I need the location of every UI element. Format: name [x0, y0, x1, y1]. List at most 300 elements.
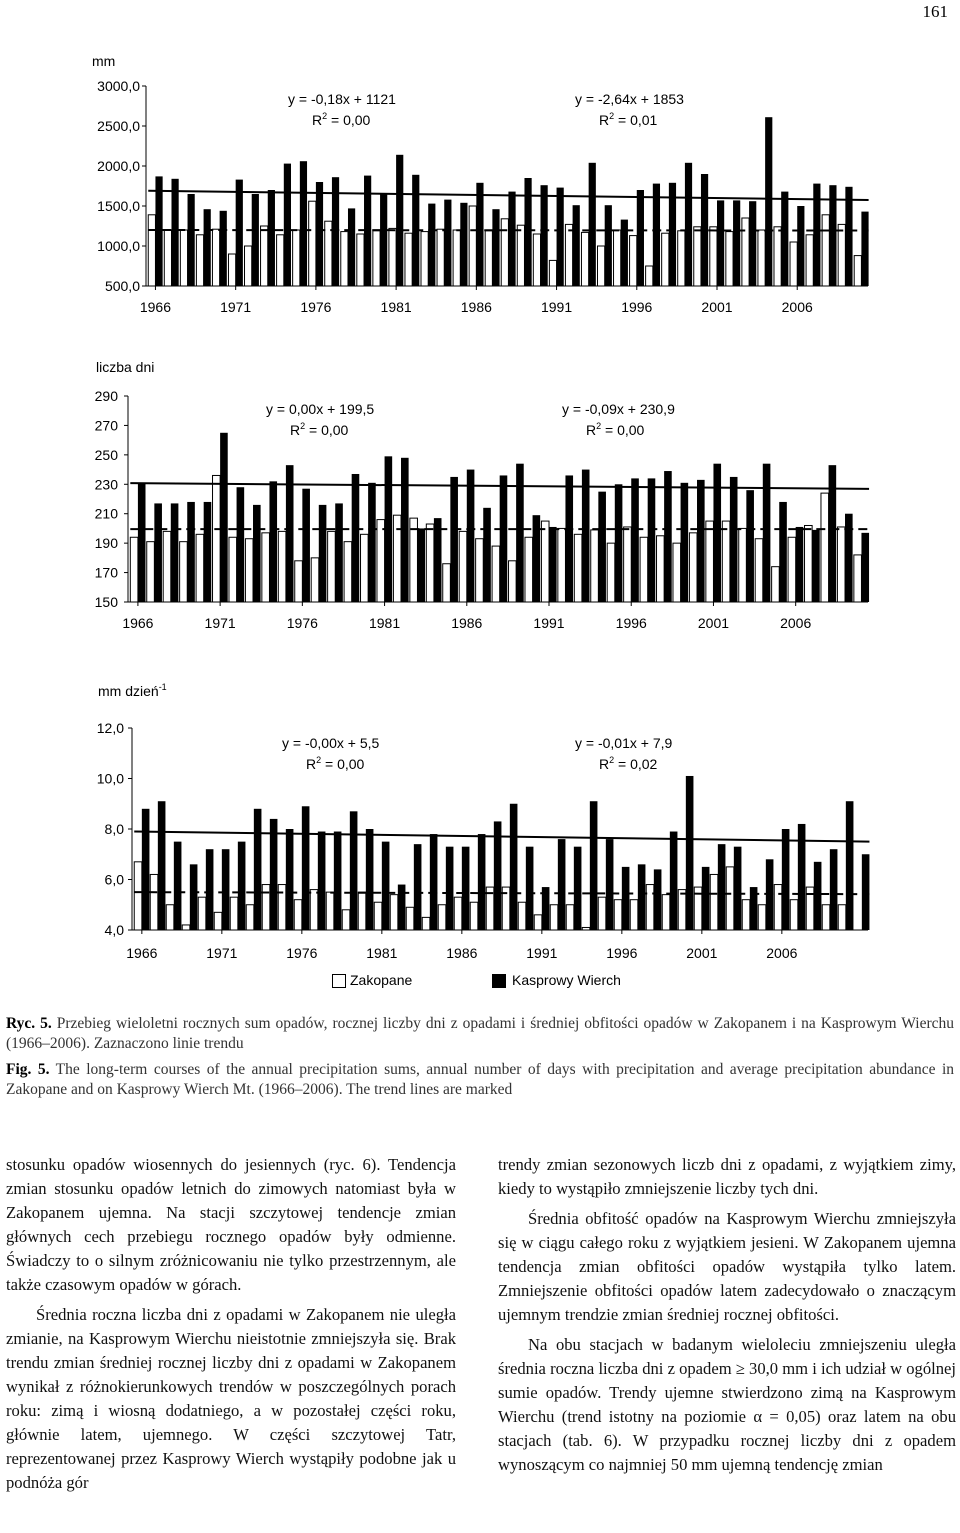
zakopane-trend-r-squared-value: = 0,00: [321, 756, 365, 772]
legend-swatch-zakopane: [332, 974, 346, 988]
bar-zakopane: [838, 224, 845, 286]
zakopane-trend-r-squared: $R^2 = 0,00$: [290, 421, 349, 438]
zakopane-trend-r-squared-sup: 2: [322, 111, 328, 121]
bar-zakopane: [854, 256, 861, 286]
zakopane-trend-equation: y = -0,00x + 5,5: [282, 735, 380, 751]
bar-zakopane: [293, 230, 300, 286]
bar-zakopane: [374, 902, 382, 930]
bar-zakopane: [342, 910, 350, 930]
bar-kasprowy: [204, 209, 211, 286]
bar-zakopane: [581, 232, 588, 286]
bar-zakopane: [640, 537, 648, 602]
bar-kasprowy: [446, 847, 454, 930]
bar-kasprowy: [352, 474, 360, 602]
bar-kasprowy: [253, 505, 261, 602]
bar-kasprowy: [681, 483, 689, 602]
x-tick-label: 1991: [533, 615, 565, 631]
bar-zakopane: [485, 231, 492, 286]
bar-zakopane: [262, 885, 270, 930]
bar-kasprowy: [270, 819, 278, 930]
bar-zakopane: [662, 233, 669, 286]
precipitation-sum-chart: [0, 40, 960, 330]
bar-zakopane: [758, 905, 766, 930]
y-tick-label: 170: [94, 564, 118, 581]
bar-kasprowy: [467, 470, 475, 602]
bar-kasprowy: [648, 478, 656, 602]
bar-zakopane: [742, 218, 749, 286]
x-tick-label: 1986: [451, 615, 483, 631]
precipitation-days-chart: [0, 352, 960, 642]
bar-zakopane: [838, 905, 846, 930]
bar-zakopane: [469, 206, 476, 286]
y-tick-label: 290: [94, 388, 118, 404]
bar-zakopane: [245, 539, 253, 602]
y-tick-label: 270: [94, 417, 118, 434]
bar-kasprowy: [797, 206, 804, 286]
bar-zakopane: [459, 531, 467, 602]
bar-zakopane: [726, 232, 733, 286]
bar-zakopane: [624, 527, 632, 602]
bar-kasprowy: [220, 433, 228, 602]
bar-kasprowy: [631, 478, 639, 602]
bar-kasprowy: [812, 530, 820, 602]
bar-kasprowy: [845, 187, 852, 286]
bar-kasprowy: [237, 487, 245, 602]
y-tick-label: 4,0: [104, 922, 124, 938]
bar-zakopane: [774, 227, 781, 286]
bar-kasprowy: [236, 180, 243, 286]
bar-kasprowy: [846, 801, 854, 930]
bar-kasprowy: [444, 200, 451, 286]
bar-kasprowy: [830, 849, 838, 930]
bar-kasprowy: [781, 192, 788, 286]
bar-kasprowy: [300, 161, 307, 286]
bar-kasprowy: [734, 847, 742, 930]
kasprowy-trend-r-squared-value: = 0,00: [601, 422, 645, 438]
bar-zakopane: [533, 234, 540, 286]
bar-kasprowy: [653, 184, 660, 286]
x-tick-label: 1966: [126, 945, 158, 961]
bar-kasprowy: [187, 502, 195, 602]
bar-kasprowy: [428, 204, 435, 286]
x-tick-label: 1976: [286, 945, 318, 961]
y-tick-label: 1500,0: [97, 198, 140, 214]
y-tick-label: 230: [94, 476, 118, 493]
x-tick-label: 1976: [300, 299, 332, 315]
bar-kasprowy: [142, 809, 150, 930]
x-tick-label: 1986: [460, 299, 492, 315]
bar-kasprowy: [763, 464, 771, 602]
bar-zakopane: [246, 905, 254, 930]
kasprowy-trend-equation: y = -0,09x + 230,9: [562, 401, 675, 417]
bar-zakopane: [328, 531, 336, 602]
y-tick-label: 6,0: [104, 871, 124, 888]
bar-zakopane: [262, 533, 270, 602]
bar-zakopane: [406, 907, 414, 930]
kasprowy-trend-equation: y = -2,64x + 1853: [575, 91, 684, 107]
zakopane-trend-r-squared-sup: 2: [316, 755, 322, 765]
paragraph: Na obu stacjach w badanym wieloleciu zmniejszeniu uległa średnia roczna liczba dni z opadem ≥ 30,0 mm i ich udział w ogólnej sumie opadów. Trendy ujemne stwierdzono zimą na Kasprowym Wierchu (trend istotny na poziomie α = 0,05) oraz latem na obu stacjach (tab. 6). W przypadku rocznej liczby dni z opadem wynoszącym co najmniej 50 mm ujemną tendencję zmian: [498, 1335, 956, 1474]
bar-zakopane: [148, 215, 155, 286]
y-tick-label: 210: [94, 505, 118, 522]
y-tick-label: 2000,0: [97, 158, 140, 174]
legend-label-kasprowy: Kasprowy Wierch: [512, 972, 621, 988]
bar-kasprowy: [188, 194, 195, 286]
bar-zakopane: [689, 533, 697, 602]
bar-zakopane: [755, 539, 763, 602]
bar-kasprowy: [396, 155, 403, 286]
bar-zakopane: [373, 231, 380, 286]
x-tick-label: 1996: [621, 299, 653, 315]
page-number: 161: [922, 2, 948, 21]
bar-zakopane: [390, 895, 398, 930]
zakopane-trend-r-squared: $R^2 = 0,00$: [312, 111, 371, 128]
bar-kasprowy: [398, 885, 406, 930]
bar-kasprowy: [541, 185, 548, 286]
bar-kasprowy: [380, 194, 387, 286]
bar-zakopane: [443, 564, 451, 602]
bar-kasprowy: [573, 205, 580, 286]
zakopane-trend-equation: y = 0,00x + 199,5: [266, 401, 375, 417]
y-tick-label: 190: [94, 535, 118, 552]
bar-zakopane: [230, 897, 238, 930]
bar-zakopane: [509, 561, 517, 602]
bar-kasprowy: [615, 484, 623, 602]
y-tick-label: 3000,0: [97, 78, 140, 94]
y-tick-label: 250: [94, 446, 118, 463]
bar-kasprowy: [796, 527, 804, 602]
paragraph: trendy zmian sezonowych liczb dni z opadami, z wyjątkiem zimy, kiedy to wystąpiło zmniejszenie liczby tych dni.: [498, 1155, 956, 1198]
bar-kasprowy: [174, 842, 182, 930]
bar-zakopane: [228, 254, 235, 286]
bar-zakopane: [437, 229, 444, 286]
bar-kasprowy: [862, 854, 870, 930]
bar-kasprowy: [782, 829, 790, 930]
bar-kasprowy: [204, 502, 212, 602]
bar-kasprowy: [637, 190, 644, 286]
bar-kasprowy: [730, 477, 738, 602]
bar-kasprowy: [861, 212, 868, 286]
bar-zakopane: [837, 527, 845, 602]
bar-zakopane: [357, 234, 364, 286]
bar-zakopane: [582, 927, 590, 930]
bar-kasprowy: [589, 163, 596, 286]
bar-kasprowy: [269, 481, 277, 602]
bar-kasprowy: [302, 806, 310, 930]
caption-pl: [6, 1014, 954, 1054]
bar-kasprowy: [286, 465, 294, 602]
bar-zakopane: [758, 230, 765, 286]
bar-zakopane: [854, 555, 862, 602]
bar-zakopane: [309, 201, 316, 286]
bar-kasprowy: [460, 203, 467, 286]
bar-zakopane: [405, 233, 412, 286]
bar-zakopane: [130, 537, 138, 602]
bar-kasprowy: [238, 842, 246, 930]
bar-kasprowy: [733, 200, 740, 286]
x-tick-label: 2006: [780, 615, 812, 631]
bar-kasprowy: [319, 505, 327, 602]
x-tick-label: 2006: [766, 945, 798, 961]
bar-kasprowy: [286, 829, 294, 930]
bar-kasprowy: [549, 527, 557, 602]
bar-zakopane: [694, 227, 701, 286]
x-tick-label: 1981: [380, 299, 412, 315]
bar-kasprowy: [171, 179, 178, 286]
bar-kasprowy: [252, 194, 259, 286]
bar-zakopane: [295, 561, 303, 602]
bar-kasprowy: [654, 869, 662, 930]
bar-zakopane: [646, 885, 654, 930]
bar-kasprowy: [598, 492, 606, 602]
bar-zakopane: [341, 232, 348, 286]
bar-kasprowy: [254, 809, 262, 930]
bar-zakopane: [722, 521, 730, 602]
x-tick-label: 1991: [540, 299, 573, 315]
legend-swatch-kasprowy: [492, 974, 506, 988]
bar-zakopane: [182, 925, 190, 930]
bar-kasprowy: [222, 849, 230, 930]
bar-zakopane: [574, 534, 582, 602]
kasprowy-trend-r-squared-sup: 2: [609, 755, 615, 765]
bar-kasprowy: [268, 190, 275, 286]
bar-kasprowy: [558, 839, 566, 930]
caption-pl-label: Ryc. 5.: [6, 1015, 52, 1032]
bar-zakopane: [501, 219, 508, 286]
kasprowy-trend-r-squared: $R^2 = 0,01$: [599, 111, 658, 128]
bar-kasprowy: [430, 834, 438, 930]
x-tick-label: 1996: [615, 615, 647, 631]
bar-kasprowy: [686, 776, 694, 930]
bar-zakopane: [821, 493, 829, 602]
x-tick-label: 2001: [697, 615, 730, 631]
bar-zakopane: [438, 905, 446, 930]
bar-zakopane: [525, 537, 533, 602]
bar-zakopane: [278, 531, 286, 602]
bar-kasprowy: [746, 490, 754, 602]
y-tick-label: 12,0: [96, 720, 124, 736]
bar-zakopane: [196, 235, 203, 286]
bar-zakopane: [598, 897, 606, 930]
caption-en-label: Fig. 5.: [6, 1061, 50, 1078]
bar-kasprowy: [316, 182, 323, 286]
body-left-column: [6, 1153, 456, 1501]
zakopane-trend-equation: y = -0,18x + 1121: [288, 91, 396, 107]
bar-zakopane: [678, 890, 686, 930]
caption-pl-text: Przebieg wieloletni rocznych sum opadów, rocznej liczby dni z opadami i średniej obfitości opadów w Zakopanem i na Kasprowym Wierchu (1966–2006). Zaznaczono linie trendu: [6, 1015, 954, 1052]
bar-kasprowy: [861, 533, 869, 602]
bar-zakopane: [453, 230, 460, 286]
bar-kasprowy: [335, 503, 343, 602]
bar-kasprowy: [348, 208, 355, 286]
bar-kasprowy: [190, 864, 198, 930]
bar-zakopane: [518, 902, 526, 930]
bar-zakopane: [310, 890, 318, 930]
bar-zakopane: [706, 521, 714, 602]
y-tick-label: 500,0: [104, 278, 140, 294]
bar-zakopane: [597, 246, 604, 286]
bar-kasprowy: [334, 832, 342, 930]
bar-kasprowy: [414, 844, 422, 930]
x-tick-label: 1976: [286, 615, 318, 631]
bar-kasprowy: [494, 821, 502, 930]
bar-zakopane: [710, 227, 717, 286]
caption-en-text: The long-term courses of the annual precipitation sums, annual number of days with precipitation and average precipitation abundance in Zakopane and on Kasprowy Wierch Mt. (1966–2006). The trend lines are marked: [6, 1061, 955, 1098]
y-tick-label: 10,0: [96, 770, 124, 787]
trendline-kasprowy: [134, 832, 869, 842]
bar-kasprowy: [350, 811, 358, 930]
bar-zakopane: [212, 229, 219, 286]
bar-kasprowy: [171, 503, 179, 602]
bar-zakopane: [662, 895, 670, 930]
bar-zakopane: [517, 225, 524, 286]
bar-zakopane: [454, 897, 462, 930]
bar-kasprowy: [500, 475, 508, 602]
bar-zakopane: [198, 897, 206, 930]
kasprowy-trend-r-squared-value: = 0,02: [614, 756, 658, 772]
bar-zakopane: [294, 900, 302, 930]
bar-zakopane: [646, 266, 653, 286]
bar-kasprowy: [717, 200, 724, 286]
bar-zakopane: [678, 231, 685, 286]
bar-kasprowy: [718, 844, 726, 930]
bar-zakopane: [742, 900, 750, 930]
bar-kasprowy: [158, 801, 166, 930]
bar-kasprowy: [155, 176, 162, 286]
x-tick-label: 2006: [781, 299, 813, 315]
bar-kasprowy: [476, 183, 483, 286]
x-tick-label: 1971: [204, 615, 236, 631]
bar-zakopane: [534, 915, 542, 930]
paragraph: Średnia roczna liczba dni z opadami w Zakopanem nie uległa zmianie, na Kasprowym Wierchu nieistotnie zmniejszyła się. Brak trendu zmian średniej rocznej liczby dni z opadami w Zakopanem wynikał z różnokierunkowych trendów w poszczególnych porach roku: zimą i wiosną dodatniego, a w pozostałej części roku, głównie latem, ujemnego. W części szczytowej Tatr, reprezentowanej przez Kasprowy Wierch wystąpiły podobne jak u podnóża gór: [6, 1305, 456, 1492]
kasprowy-trend-equation: y = -0,01x + 7,9: [575, 735, 673, 751]
bar-kasprowy: [574, 847, 582, 930]
bar-zakopane: [673, 543, 681, 602]
y-tick-label: 8,0: [104, 821, 124, 837]
bar-zakopane: [277, 235, 284, 286]
bar-kasprowy: [368, 483, 376, 602]
body-right-column: [498, 1153, 956, 1483]
bar-zakopane: [657, 536, 665, 602]
bar-kasprowy: [749, 201, 756, 286]
bar-kasprowy: [434, 518, 442, 602]
y-tick-label: 150: [94, 594, 118, 610]
bar-zakopane: [377, 520, 385, 602]
caption-en: [6, 1060, 954, 1100]
bar-zakopane: [470, 902, 478, 930]
bar-zakopane: [180, 542, 188, 602]
bar-kasprowy: [565, 475, 573, 602]
bar-kasprowy: [765, 117, 772, 286]
bar-zakopane: [422, 917, 430, 930]
bar-kasprowy: [557, 188, 564, 286]
bar-kasprowy: [526, 847, 534, 930]
bar-zakopane: [806, 235, 813, 286]
kasprowy-trend-r-squared-sup: 2: [596, 421, 602, 431]
bar-zakopane: [344, 542, 352, 602]
paragraph: stosunku opadów wiosennych do jesiennych (ryc. 6). Tendencja zmian stosunku opadów letnich do zimowych natomiast była w Zakopanem ujemna. Na stacji szczytowej tendencje zmian głównych cech przebiegu rocznego opadów były odmienne. Świadczy to o silnym zróżnicowaniu nie tylko przestrzennym, ale także czasowym opadów w górach.: [6, 1155, 456, 1294]
y-axis-label: mm: [92, 53, 116, 69]
bar-kasprowy: [829, 465, 837, 602]
bar-zakopane: [614, 900, 622, 930]
bar-zakopane: [550, 905, 558, 930]
bar-zakopane: [726, 867, 734, 930]
x-tick-label: 1981: [366, 945, 398, 961]
bar-kasprowy: [516, 464, 524, 602]
x-tick-label: 1971: [220, 299, 252, 315]
bar-zakopane: [822, 905, 830, 930]
paragraph: Średnia obfitość opadów na Kasprowym Wierchu zmniejszyła się w ciągu całego roku z wyjątkiem jesieni. W Zakopanem ujemna tendencja zmian obfitości opadów wystąpiła tylko latem. Zmniejszenie obfitości opadów latem zadecydowało o znaczącym ujemnym trendzie zmian średniej rocznej obfitości.: [498, 1209, 956, 1324]
bar-kasprowy: [366, 829, 374, 930]
bar-kasprowy: [302, 489, 310, 602]
bar-zakopane: [566, 905, 574, 930]
bar-zakopane: [164, 230, 171, 286]
bar-zakopane: [358, 892, 366, 930]
bar-zakopane: [710, 874, 718, 930]
bar-zakopane: [790, 900, 798, 930]
bar-zakopane: [421, 232, 428, 286]
bar-zakopane: [565, 224, 572, 286]
bar-kasprowy: [605, 205, 612, 286]
bar-zakopane: [591, 530, 599, 602]
x-tick-label: 1966: [139, 299, 172, 315]
bar-kasprowy: [154, 503, 162, 602]
bar-kasprowy: [483, 508, 491, 602]
bar-zakopane: [410, 518, 418, 602]
bar-kasprowy: [462, 847, 470, 930]
bar-zakopane: [214, 912, 222, 930]
legend: [330, 972, 650, 994]
bar-kasprowy: [606, 839, 614, 930]
x-tick-label: 1971: [206, 945, 238, 961]
bar-zakopane: [492, 546, 500, 602]
bar-kasprowy: [670, 832, 678, 930]
bar-zakopane: [788, 537, 796, 602]
bar-kasprowy: [590, 801, 598, 930]
bar-zakopane: [541, 521, 549, 602]
x-tick-label: 1981: [368, 615, 401, 631]
bar-kasprowy: [845, 514, 853, 602]
x-tick-label: 2001: [686, 945, 718, 961]
x-tick-label: 2001: [701, 299, 733, 315]
bar-zakopane: [790, 242, 797, 286]
bar-zakopane: [326, 892, 334, 930]
bar-zakopane: [389, 228, 396, 286]
precipitation-abundance-chart: [0, 680, 960, 970]
bar-zakopane: [261, 226, 268, 286]
bar-kasprowy: [638, 864, 646, 930]
bar-zakopane: [630, 900, 638, 930]
x-tick-label: 1986: [446, 945, 478, 961]
kasprowy-trend-r-squared-sup: 2: [609, 111, 615, 121]
bar-zakopane: [134, 862, 142, 930]
bar-zakopane: [166, 905, 174, 930]
bar-zakopane: [774, 885, 782, 930]
bar-zakopane: [805, 525, 813, 602]
bar-zakopane: [614, 230, 621, 286]
bar-zakopane: [163, 531, 171, 602]
bar-zakopane: [607, 543, 615, 602]
kasprowy-trend-r-squared: $R^2 = 0,00$: [586, 421, 645, 438]
x-tick-label: 1966: [122, 615, 154, 631]
bar-kasprowy: [702, 867, 710, 930]
zakopane-trend-r-squared-value: = 0,00: [327, 112, 371, 128]
bar-kasprowy: [450, 477, 458, 602]
y-tick-label: 2500,0: [97, 118, 140, 134]
y-axis-label: liczba dni: [96, 359, 155, 375]
bar-zakopane: [278, 885, 286, 930]
y-axis-label-sup: -1: [158, 682, 167, 692]
